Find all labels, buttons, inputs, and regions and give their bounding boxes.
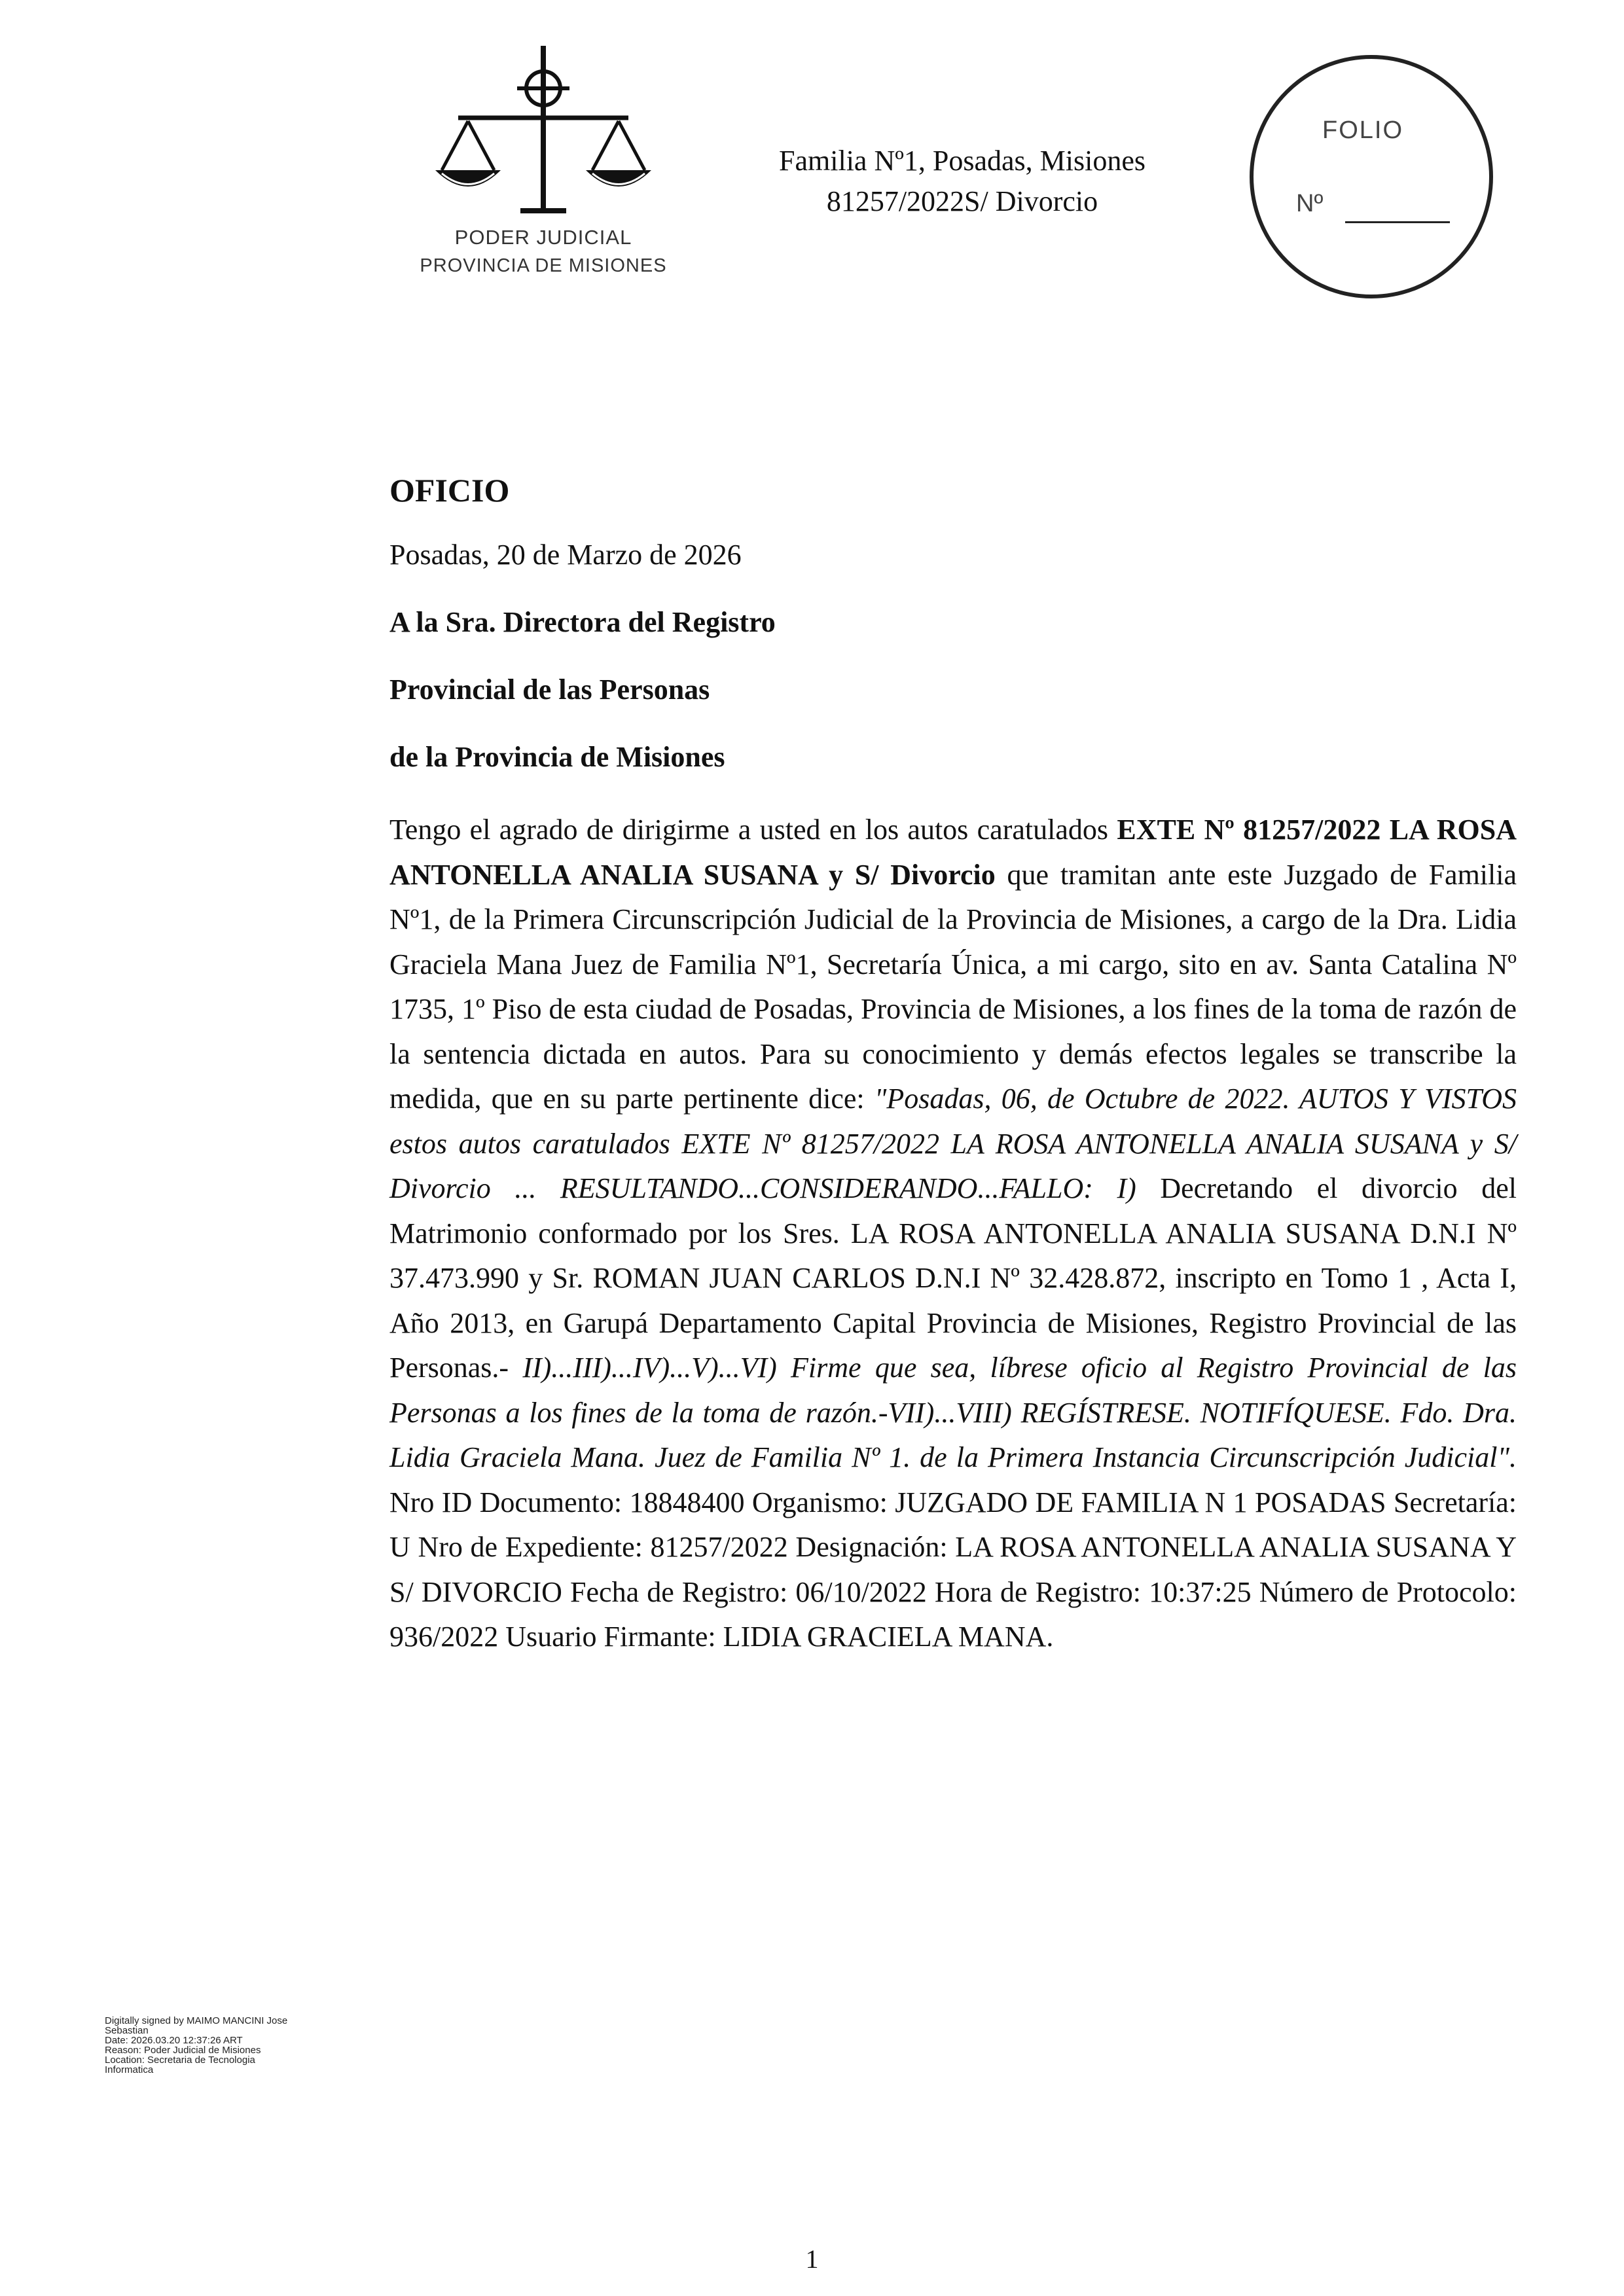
body-text-1: Tengo el agrado de dirigirme a usted en los autos caratulados <box>389 814 1117 846</box>
ruling-quote-2: II)...III)...IV)...V)...VI) Firme que sea, líbrese oficio al Registro Provincial de las Personas a los fines de la toma de razón.-VII)...VIII) REGÍSTRESE. NOTIFÍQUESE. Fdo. Dra. Lidia Graciela Mana. Juez de Familia Nº 1. de la Primera Instancia Circunscripción Judicial". <box>389 1352 1517 1473</box>
signature-line-4: Reason: Poder Judicial de Misiones <box>105 2045 261 2056</box>
stamp-circle-icon <box>1247 52 1496 301</box>
document-title: OFICIO <box>389 472 510 509</box>
body-text-2: que tramitan ante este Juzgado de Familia Nº1, de la Primera Circunscripción Judicial de la Provincia de Misiones, a cargo de la Dra. Lidia Graciela Mana Juez de Familia Nº1, Secretaría Única, a mi cargo, sito en av. Santa Catalina Nº 1735, 1º Piso de esta ciudad de Posadas, Provincia de Misiones, a los fines de la toma de razón de la sentencia dictada en autos. Para su conocimiento y demás efectos legales se transcribe la medida, que en su parte pertinente dice: <box>389 858 1517 1115</box>
case-reference-header <box>707 141 1218 222</box>
ruling-quote-1: "Posadas, 06, de Octubre de 2022. AUTOS Y VISTOS estos autos caratulados EXTE Nº 81257/2022 LA ROSA ANTONELLA ANALIA SUSANA y S/ Divorcio ... RESULTANDO...CONSIDERANDO...FALLO: I) <box>389 1083 1517 1204</box>
folio-stamp <box>1247 52 1496 301</box>
body-paragraph <box>389 808 1517 1660</box>
signature-line-2: Sebastian <box>105 2025 149 2036</box>
signature-line-3: Date: 2026.03.20 12:37:26 ART <box>105 2035 243 2046</box>
document-content <box>389 471 1517 1660</box>
case-caption: EXTE Nº 81257/2022 LA ROSA ANTONELLA ANALIA SUSANA y S/ Divorcio <box>389 814 1517 891</box>
signature-line-5: Location: Secretaria de Tecnologia <box>105 2054 255 2066</box>
folio-title: FOLIO <box>1322 117 1404 144</box>
case-number-line: 81257/2022S/ Divorcio <box>826 185 1098 217</box>
signature-line-1: Digitally signed by MAIMO MANCINI Jose <box>105 2015 288 2026</box>
body-text-3: Decretando el divorcio del Matrimonio conformado por los Sres. LA ROSA ANTONELLA ANALIA SUSANA D.N.I Nº 37.473.990 y Sr. ROMAN JUAN CARLOS D.N.I Nº 32.428.872, inscripto en Tomo 1 , Acta I, Año 2013, en Garupá Departamento Capital Provincia de Misiones, Registro Provincial de las Personas.- <box>389 1172 1517 1384</box>
page-number: 1 <box>805 2244 819 2274</box>
folio-number-label: Nº <box>1296 190 1324 217</box>
signature-line-6: Informatica <box>105 2064 154 2075</box>
poder-judicial-logo <box>406 39 681 295</box>
addressee-line-3: de la Provincia de Misiones <box>389 741 725 773</box>
scales-of-justice-icon <box>432 39 655 223</box>
logo-text-line2: PROVINCIA DE MISIONES <box>420 255 667 276</box>
addressee-line-1: A la Sra. Directora del Registro <box>389 606 776 638</box>
body-text-4: Nro ID Documento: 18848400 Organismo: JUZGADO DE FAMILIA N 1 POSADAS Secretaría: U Nro de Expediente: 81257/2022 Designación: LA ROSA ANTONELLA ANALIA SUSANA Y S/ DIVORCIO Fecha de Registro: 06/10/2022 Hora de Registro: 10:37:25 Número de Protocolo: 936/2022 Usuario Firmante: LIDIA GRACIELA MANA. <box>389 1486 1517 1653</box>
court-line: Familia Nº1, Posadas, Misiones <box>779 145 1146 177</box>
logo-text-line1: PODER JUDICIAL <box>454 226 632 249</box>
place-date: Posadas, 20 de Marzo de 2026 <box>389 539 742 571</box>
folio-number-blank <box>1345 221 1450 223</box>
digital-signature <box>105 2016 367 2075</box>
addressee-line-2: Provincial de las Personas <box>389 673 710 706</box>
